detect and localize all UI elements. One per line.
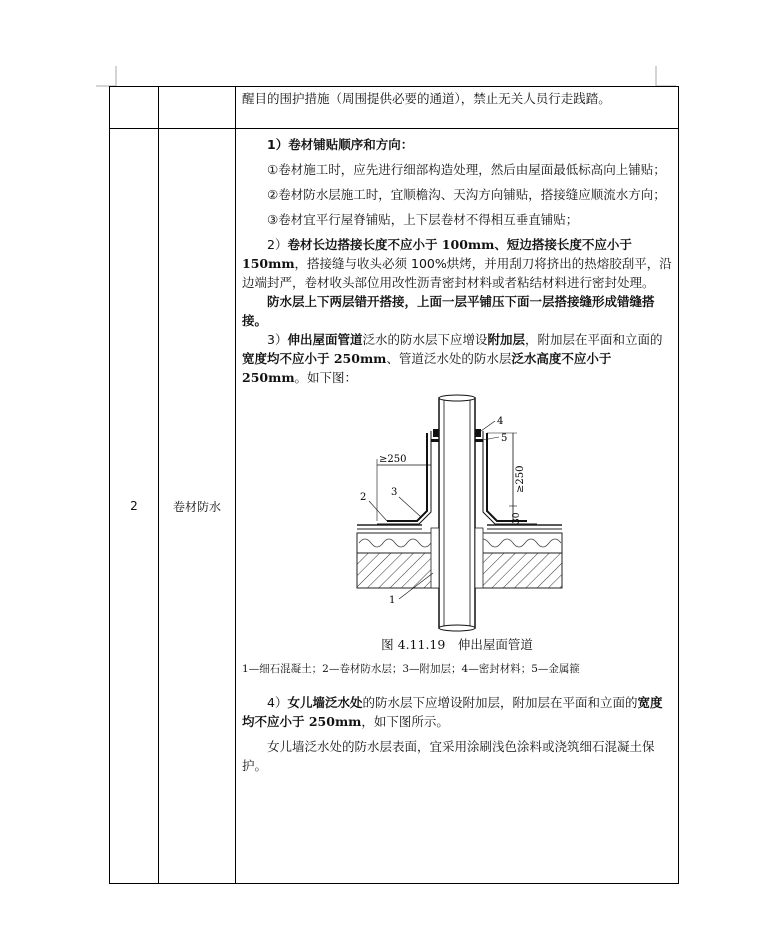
table-row	[110, 129, 679, 884]
table-row	[110, 87, 679, 129]
row2-number-cell: 2	[110, 129, 159, 884]
row1-name-cell	[159, 87, 236, 129]
dimension-vertical-label: ≥250	[515, 465, 526, 493]
row2-name-cell: 卷材防水	[159, 129, 236, 884]
figure-label-2: 2	[360, 492, 367, 503]
paragraph-3: ②卷材防水层施工时，宜顺檐沟、天沟方向铺贴，搭接缝应顺流水方向；	[267, 187, 666, 202]
paragraph-6: 防水层上下两层错开搭接，上面一层平铺压下面一层搭接缝形成错缝搭接。	[242, 294, 655, 328]
construction-table	[109, 86, 679, 884]
dimension-horizontal-label: ≥250	[379, 454, 407, 465]
pipe-flashing-figure	[242, 393, 672, 654]
figure-label-4: 4	[497, 416, 504, 427]
row2-content-cell	[236, 129, 679, 884]
figure-label-5: 5	[501, 433, 508, 444]
paragraph-5: 2）卷材长边搭接长度不应小于 100mm、短边搭接长度不应小于 150mm，搭接缝与收头必须 100%烘烤，并用刮刀将挤出的热熔胶刮平，沿边端封严，卷材收头部位用改性沥青密封材料或者粘结材料进行密封处理。	[242, 237, 672, 290]
pipe-flashing-diagram	[347, 393, 567, 633]
paragraph-8: 4）女儿墙泛水处的防水层下应增设附加层，附加层在平面和立面的宽度均不应小于 250mm，如下图所示。	[242, 695, 663, 729]
figure-legend: 1—细石混凝土；2—卷材防水层；3—附加层；4—密封材料；5—金属箍	[242, 663, 580, 675]
paragraph-4: ③卷材宜平行屋脊铺贴，上下层卷材不得相互垂直铺贴；	[267, 212, 579, 227]
figure-caption: 图 4.11.19 伸出屋面管道	[381, 637, 533, 652]
row1-number-cell	[110, 87, 159, 129]
figure-label-1: 1	[389, 595, 396, 606]
paragraph-9: 女儿墙泛水处的防水层表面，宜采用涂刷浅色涂料或浇筑细石混凝土保护。	[242, 739, 655, 773]
figure-label-3: 3	[391, 487, 398, 498]
paragraph-2: ①卷材施工时，应先进行细部构造处理，然后由屋面最低标高向上铺贴；	[267, 162, 666, 177]
row1-content-text: 醒目的围护措施（周围提供必要的通道），禁止无关人员行走践踏。	[242, 91, 611, 106]
dimension-30-label: 30	[512, 512, 522, 524]
paragraph-7: 3）伸出屋面管道泛水的防水层下应增设附加层，附加层在平面和立面的宽度均不应小于 250mm、管道泛水处的防水层泛水高度不应小于 250mm。如下图：	[242, 332, 663, 385]
row1-content-cell	[236, 87, 679, 129]
paragraph-1: 1）卷材铺贴顺序和方向：	[267, 137, 414, 152]
